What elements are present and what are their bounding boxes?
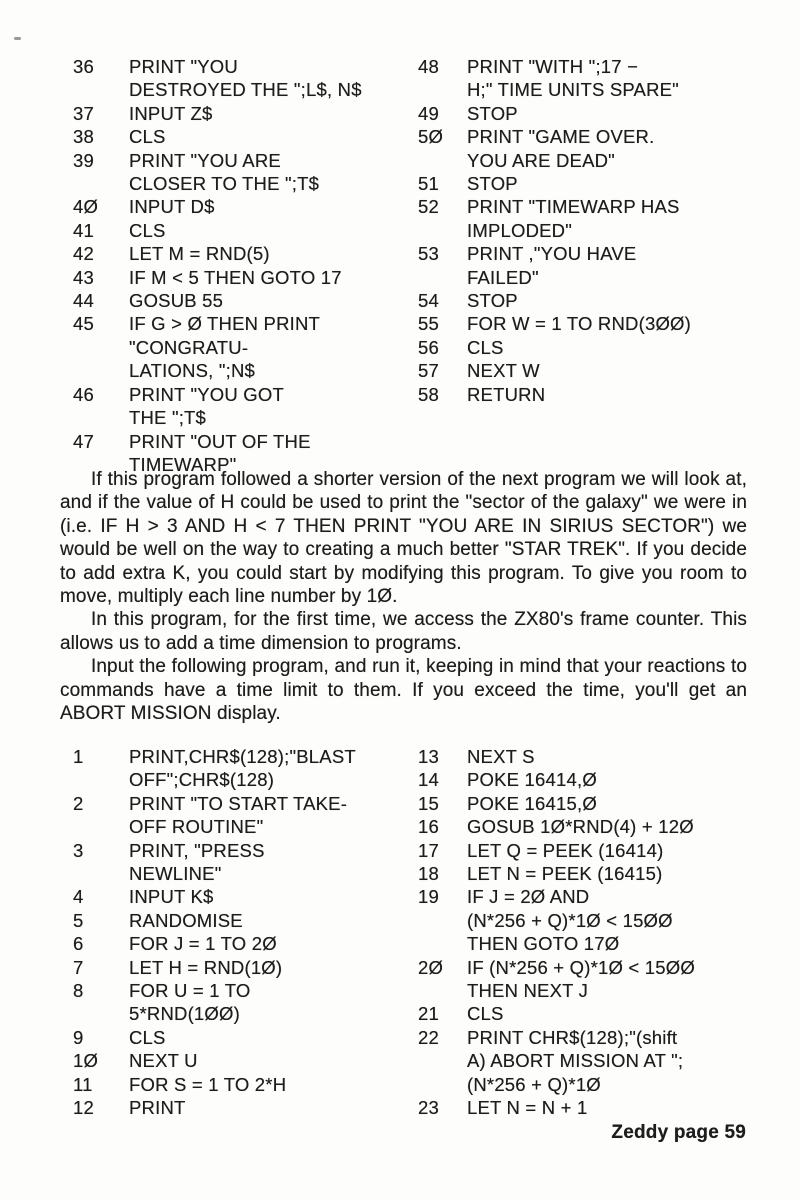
code-line: [73, 1002, 413, 1025]
code-line: [73, 885, 413, 908]
code-statement: [73, 885, 413, 908]
line-number: 56: [418, 336, 439, 358]
code-statement: [418, 1002, 796, 1025]
code-statement: [73, 979, 413, 1026]
code-text: H;" TIME UNITS SPARE": [467, 79, 679, 101]
line-number: 58: [418, 383, 439, 405]
line-number: 54: [418, 290, 439, 312]
code-line: [418, 1096, 796, 1119]
code-statement: [418, 55, 796, 102]
code-text: 5*RND(1ØØ): [129, 1003, 240, 1025]
code-line: [418, 815, 796, 838]
code-statement: [73, 242, 413, 265]
line-number: 5Ø: [418, 126, 444, 148]
code-text: CLOSER TO THE ";T$: [129, 173, 320, 195]
code-statement: [418, 359, 796, 382]
code-text: PRINT,CHR$(128);"BLAST: [129, 746, 356, 767]
code-text: THEN NEXT J: [467, 980, 589, 1002]
code-line: [418, 195, 796, 218]
code-text: IF J = 2Ø AND: [467, 886, 590, 908]
paragraph-frame-counter: In this program, for the first time, we access the ZX80's frame counter. This allows us to add a time dimension to programs.: [60, 609, 747, 654]
line-number: 7: [73, 956, 84, 978]
code-line: [73, 78, 413, 101]
code-statement: [418, 195, 796, 242]
code-line: [73, 1073, 413, 1096]
line-number: 39: [73, 149, 94, 171]
line-number: [418, 1049, 467, 1072]
code-text: IF G > Ø THEN PRINT: [129, 313, 321, 335]
code-line: [73, 242, 413, 265]
code-text: PRINT "OUT OF THE: [129, 430, 311, 452]
code-text: NEWLINE": [129, 863, 222, 885]
code-line: [418, 266, 796, 289]
code-line: [73, 55, 413, 78]
line-number: [418, 932, 467, 955]
code-line: [418, 289, 796, 312]
line-number: [73, 815, 129, 838]
line-number: 14: [418, 769, 439, 791]
code-statement: [73, 125, 413, 148]
code-statement: [418, 956, 796, 1003]
line-number: 46: [73, 383, 94, 405]
code-text: RANDOMISE: [129, 909, 243, 931]
code-text: CLS: [129, 126, 166, 148]
code-text: LET N = N + 1: [467, 1097, 588, 1119]
code-text: PRINT: [129, 1097, 186, 1119]
line-number: 2Ø: [418, 956, 444, 978]
code-text: "CONGRATU-: [129, 336, 249, 358]
code-line: [73, 909, 413, 932]
code-text: INPUT D$: [129, 196, 215, 218]
code-statement: [418, 383, 796, 406]
line-number: [73, 172, 129, 195]
code-text: CLS: [129, 219, 166, 241]
line-number: 11: [73, 1073, 93, 1095]
code-statement: [73, 219, 413, 242]
line-number: 8: [73, 980, 84, 1002]
code-line: [418, 55, 796, 78]
line-number: 4: [73, 886, 84, 908]
code-line: [73, 430, 413, 453]
code-line: [418, 909, 796, 932]
code-statement: [73, 195, 413, 218]
code-text: INPUT Z$: [129, 102, 213, 124]
code-statement: [418, 312, 796, 335]
code-line: [73, 839, 413, 862]
code-text: INPUT K$: [129, 886, 214, 908]
code-line: [73, 406, 413, 429]
line-number: 52: [418, 196, 439, 218]
code-statement: [418, 1096, 796, 1119]
line-number: [73, 1002, 129, 1025]
code-line: [418, 149, 796, 172]
code-statement: [73, 792, 413, 839]
code-line: [73, 932, 413, 955]
code-line: [418, 336, 796, 359]
page-footer: [611, 1122, 746, 1144]
code-text: PRINT "YOU ARE: [129, 149, 281, 171]
code-text: TIMEWARP": [129, 453, 237, 475]
line-number: 12: [73, 1097, 94, 1119]
code-line: [73, 383, 413, 406]
code-text: PRINT "YOU: [129, 56, 238, 77]
code-line: [418, 1002, 796, 1025]
code-statement: [418, 125, 796, 172]
code-line: [73, 862, 413, 885]
code-text: IMPLODED": [467, 219, 572, 241]
listing-top-right-column: [418, 55, 796, 406]
code-text: FOR W = 1 TO RND(3ØØ): [467, 313, 691, 335]
code-text: FOR U = 1 TO: [129, 980, 251, 1002]
code-statement: [418, 768, 796, 791]
code-statement: [73, 289, 413, 312]
code-statement: [418, 336, 796, 359]
code-text: PRINT "TIMEWARP HAS: [467, 196, 680, 218]
code-line: [73, 219, 413, 242]
code-text: PRINT "YOU GOT: [129, 383, 284, 405]
line-number: 38: [73, 126, 94, 148]
code-statement: [73, 266, 413, 289]
code-line: [418, 359, 796, 382]
body-paragraphs: [60, 468, 747, 725]
code-statement: [418, 885, 796, 955]
code-statement: [73, 1049, 413, 1072]
code-statement: [418, 102, 796, 125]
code-text: FAILED": [467, 266, 539, 288]
code-line: [73, 125, 413, 148]
code-line: [73, 1049, 413, 1072]
code-text: POKE 16414,Ø: [467, 769, 597, 791]
code-line: [73, 792, 413, 815]
code-text: LATIONS, ";N$: [129, 360, 256, 382]
code-line: [418, 125, 796, 148]
code-statement: [418, 862, 796, 885]
code-statement: [73, 1073, 413, 1096]
line-number: 1: [73, 746, 84, 767]
code-text: CLS: [129, 1026, 166, 1048]
code-line: [73, 1096, 413, 1119]
code-text: CLS: [467, 336, 504, 358]
code-text: CLS: [467, 1003, 504, 1025]
code-text: (N*256 + Q)*1Ø: [467, 1073, 601, 1095]
code-line: [418, 102, 796, 125]
code-line: [418, 768, 796, 791]
listing-bottom-left-column: [73, 745, 413, 1120]
code-line: [418, 312, 796, 335]
code-line: [73, 149, 413, 172]
code-statement: [73, 1026, 413, 1049]
code-text: RETURN: [467, 383, 546, 405]
line-number: 5: [73, 909, 84, 931]
code-text: THE ";T$: [129, 407, 207, 429]
code-text: PRINT ,"YOU HAVE: [467, 243, 637, 265]
line-number: 47: [73, 430, 94, 452]
line-number: 21: [418, 1003, 439, 1025]
code-statement: [73, 745, 413, 792]
line-number: 17: [418, 839, 439, 861]
line-number: 53: [418, 243, 439, 265]
line-number: 13: [418, 746, 439, 767]
code-statement: [73, 55, 413, 102]
line-number: 16: [418, 816, 439, 838]
line-number: 51: [418, 173, 439, 195]
code-line: [418, 745, 796, 768]
code-statement: [73, 839, 413, 886]
code-text: PRINT "GAME OVER.: [467, 126, 655, 148]
code-text: FOR S = 1 TO 2*H: [129, 1073, 287, 1095]
line-number: 37: [73, 102, 94, 124]
line-number: [418, 219, 467, 242]
line-number: [73, 336, 129, 359]
line-number: 43: [73, 266, 94, 288]
line-number: [73, 862, 129, 885]
print-speck: [14, 37, 21, 40]
code-text: NEXT U: [129, 1050, 198, 1072]
code-line: [73, 768, 413, 791]
code-line: [418, 383, 796, 406]
code-line: [73, 359, 413, 382]
code-line: [73, 979, 413, 1002]
code-text: NEXT S: [467, 746, 535, 767]
code-text: FOR J = 1 TO 2Ø: [129, 933, 277, 955]
code-statement: [418, 792, 796, 815]
listing-top-left-column: [73, 55, 413, 476]
code-text: IF (N*256 + Q)*1Ø < 15ØØ: [467, 956, 695, 978]
code-text: GOSUB 1Ø*RND(4) + 12Ø: [467, 816, 694, 838]
line-number: 45: [73, 313, 94, 335]
code-line: [418, 792, 796, 815]
code-text: LET M = RND(5): [129, 243, 270, 265]
code-line: [73, 195, 413, 218]
line-number: [418, 149, 467, 172]
line-number: 49: [418, 102, 439, 124]
line-number: 23: [418, 1097, 439, 1119]
code-line: [73, 1026, 413, 1049]
code-text: PRINT, "PRESS: [129, 839, 265, 861]
code-text: STOP: [467, 290, 518, 312]
code-text: DESTROYED THE ";L$, N$: [129, 79, 362, 101]
code-text: LET Q = PEEK (16414): [467, 839, 664, 861]
code-statement: [73, 956, 413, 979]
code-line: [418, 78, 796, 101]
code-text: PRINT "WITH ";17 −: [467, 56, 639, 77]
code-line: [73, 312, 413, 335]
code-text: PRINT CHR$(128);"(shift: [467, 1026, 678, 1048]
code-text: LET N = PEEK (16415): [467, 863, 663, 885]
code-text: LET H = RND(1Ø): [129, 956, 283, 978]
code-statement: [73, 149, 413, 196]
code-text: OFF";CHR$(128): [129, 769, 275, 791]
code-statement: [73, 312, 413, 382]
code-text: OFF ROUTINE": [129, 816, 264, 838]
line-number: 4Ø: [73, 196, 99, 218]
code-line: [418, 956, 796, 979]
code-statement: [418, 289, 796, 312]
code-statement: [73, 1096, 413, 1119]
code-statement: [418, 839, 796, 862]
line-number: 44: [73, 290, 94, 312]
line-number: 22: [418, 1026, 439, 1048]
code-line: [73, 266, 413, 289]
line-number: 41: [73, 219, 94, 241]
code-text: THEN GOTO 17Ø: [467, 933, 620, 955]
code-text: PRINT "TO START TAKE-: [129, 792, 348, 814]
code-line: [418, 1049, 796, 1072]
code-statement: [73, 932, 413, 955]
code-line: [418, 932, 796, 955]
line-number: [418, 979, 467, 1002]
line-number: 18: [418, 863, 439, 885]
line-number: 15: [418, 792, 439, 814]
line-number: 55: [418, 313, 439, 335]
code-line: [73, 956, 413, 979]
line-number: [73, 359, 129, 382]
page-footer-label: Zeddy page 59: [611, 1122, 746, 1143]
code-statement: [418, 172, 796, 195]
code-text: STOP: [467, 173, 518, 195]
code-line: [418, 1026, 796, 1049]
code-text: STOP: [467, 102, 518, 124]
code-line: [73, 336, 413, 359]
code-statement: [418, 1026, 796, 1096]
code-statement: [73, 383, 413, 430]
line-number: [418, 1073, 467, 1096]
code-text: GOSUB 55: [129, 290, 224, 312]
code-line: [73, 289, 413, 312]
code-text: A) ABORT MISSION AT ";: [467, 1050, 684, 1072]
line-number: [418, 266, 467, 289]
line-number: [418, 78, 467, 101]
code-text: (N*256 + Q)*1Ø < 15ØØ: [467, 909, 673, 931]
code-statement: [418, 242, 796, 289]
code-line: [418, 172, 796, 195]
line-number: 48: [418, 56, 439, 77]
code-line: [418, 1073, 796, 1096]
line-number: [73, 78, 129, 101]
line-number: [418, 909, 467, 932]
line-number: 6: [73, 933, 84, 955]
line-number: 19: [418, 886, 439, 908]
line-number: [73, 768, 129, 791]
code-line: [73, 745, 413, 768]
code-statement: [73, 909, 413, 932]
code-line: [418, 242, 796, 265]
line-number: 36: [73, 56, 94, 77]
code-line: [418, 979, 796, 1002]
code-line: [418, 839, 796, 862]
code-line: [73, 102, 413, 125]
line-number: 42: [73, 243, 94, 265]
code-line: [418, 862, 796, 885]
listing-bottom-right-column: [418, 745, 796, 1120]
code-line: [418, 219, 796, 242]
code-line: [73, 172, 413, 195]
code-text: NEXT W: [467, 360, 540, 382]
code-statement: [418, 815, 796, 838]
line-number: 2: [73, 792, 84, 814]
code-text: YOU ARE DEAD": [467, 149, 615, 171]
code-text: POKE 16415,Ø: [467, 792, 597, 814]
line-number: [73, 406, 129, 429]
paragraph-input-program: Input the following program, and run it, keeping in mind that your reactions to commands have a time limit to them. If you exceed the time, you'll get an ABORT MISSION display.: [60, 656, 747, 725]
line-number: 9: [73, 1026, 84, 1048]
line-number: 3: [73, 839, 84, 861]
paragraph-star-trek: If this program followed a shorter version of the next program we will look at, and if the value of H could be used to print the "sector of the galaxy" we were in (i.e. IF H > 3 AND H < 7 THEN PRINT "YOU ARE IN SIRIUS SECTOR") we would be well on the way to creating a much better "STAR TREK". If you decide to add extra K, you could start by modifying this program. To give you room to move, multiply each line number by 1Ø.: [60, 469, 747, 608]
code-line: [73, 815, 413, 838]
code-line: [418, 885, 796, 908]
code-text: IF M < 5 THEN GOTO 17: [129, 266, 342, 288]
code-statement: [418, 745, 796, 768]
code-statement: [73, 102, 413, 125]
line-number: 57: [418, 360, 439, 382]
line-number: 1Ø: [73, 1050, 99, 1072]
